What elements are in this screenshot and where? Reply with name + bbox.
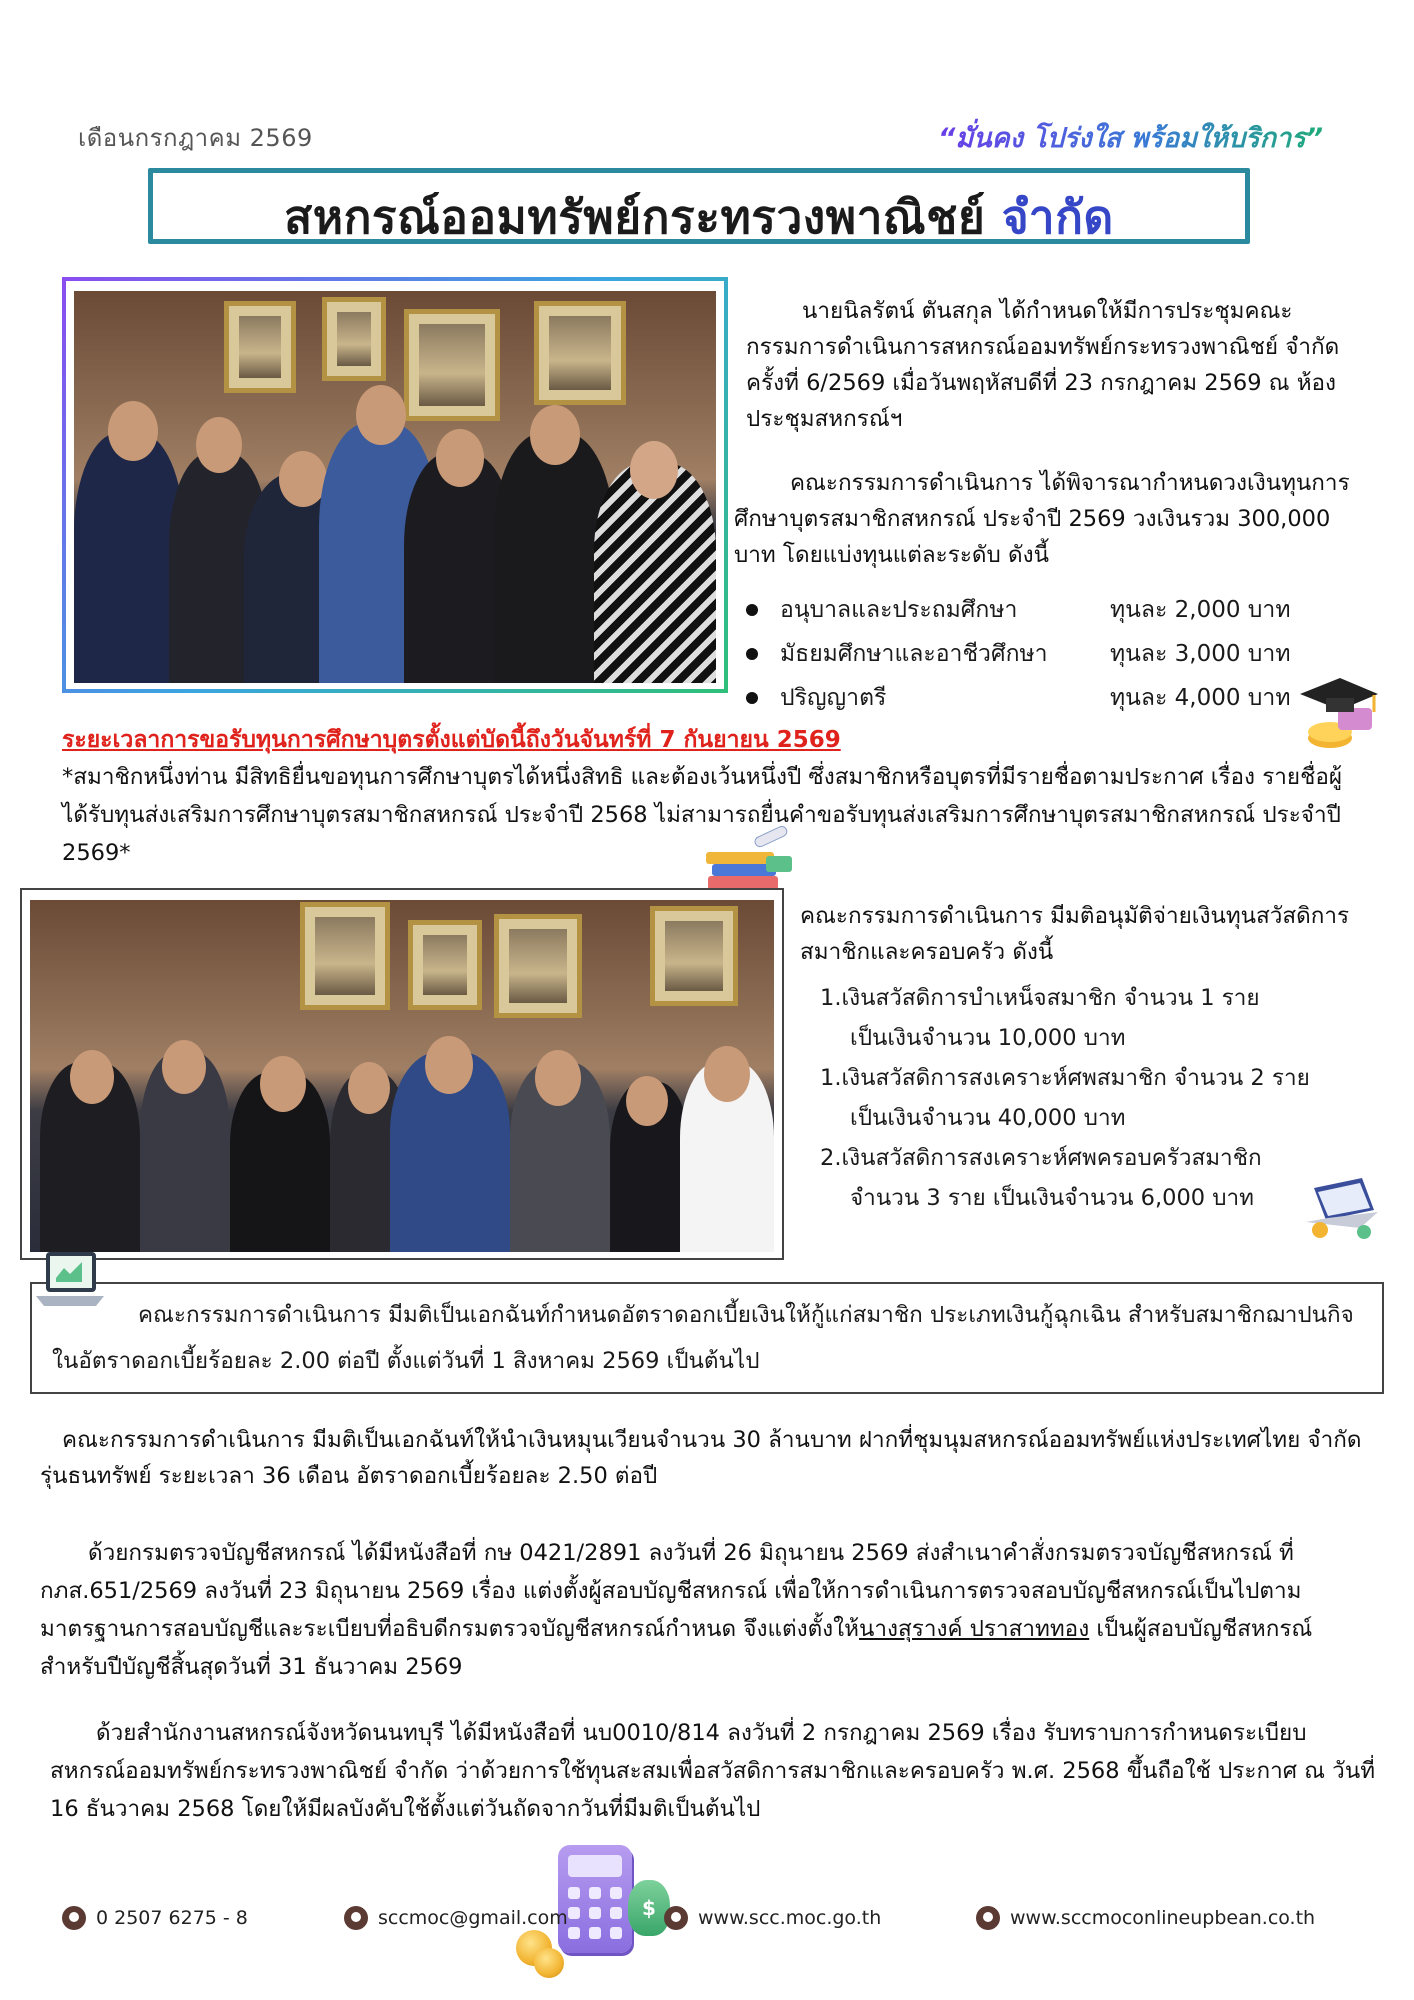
regulation-text: ด้วยสำนักงานสหกรณ์จังหวัดนนทบุรี ได้มีหนังสือที่ นบ0010/814 ลงวันที่ 2 กรกฎาคม 2569 เรื่อง รับทราบการกำหนดระเบียบสหกรณ์ออมทรัพย์กระทรวงพาณิชย์ จำกัด ว่าด้วยการใช้ทุนสะสมเพื่อสวัสดิการสมาชิกและครอบครัว พ.ศ. 2568 ขึ้นถือใช้ ประกาศ ณ วันที่ 16 ธันวาคม 2568 โดยให้มีผลบังคับใช้ตั้งแต่วันถัดจากวันที่มีมติเป็นต้นไป: [50, 1720, 1376, 1822]
welfare-list: [820, 978, 1380, 1218]
footer-online[interactable]: www.sccmoconlineupbean.co.th: [976, 1906, 1315, 1930]
meeting-photo-1: [74, 291, 716, 683]
laptop-icon: [1300, 1172, 1382, 1246]
footer-website[interactable]: www.scc.moc.go.th: [664, 1906, 881, 1930]
email-icon: [344, 1906, 368, 1930]
footer-phone: 0 2507 6275 - 8: [62, 1906, 248, 1930]
list-item: ปริญญาตรี ทุนละ 4,000 บาท: [746, 676, 1326, 720]
coin-icon: [534, 1948, 564, 1978]
scholarship-levels-list: [746, 588, 1326, 720]
bullet-icon: [746, 692, 758, 704]
welfare-approval-intro: คณะกรรมการดำเนินการ มีมติอนุมัติจ่ายเงินทุนสวัสดิการสมาชิกและครอบครัว ดังนี้: [800, 903, 1350, 965]
list-item: มัธยมศึกษาและอาชีวศึกษา ทุนละ 3,000 บาท: [746, 632, 1326, 676]
scholarship-deadline: ระยะเวลาการขอรับทุนการศึกษาบุตรตั้งแต่บัดนี้ถึงวันจันทร์ที่ 7 กันยายน 2569: [62, 727, 841, 753]
issue-month: เดือนกรกฎาคม 2569: [78, 124, 313, 152]
title-box: [148, 168, 1250, 244]
list-item: 2.เงินสวัสดิการสงเคราะห์ศพครอบครัวสมาชิก: [820, 1145, 1262, 1171]
list-item: 1.เงินสวัสดิการบำเหน็จสมาชิก จำนวน 1 ราย: [820, 985, 1260, 1011]
loan-rate-text: คณะกรรมการดำเนินการ มีมติเป็นเอกฉันท์กำหนดอัตราดอกเบี้ยเงินให้กู้แก่สมาชิก ประเภทเงินกู้ฉุกเฉิน สำหรับสมาชิกฌาปนกิจ ในอัตราดอกเบี้ยร้อยละ 2.00 ต่อปี ตั้งแต่วันที่ 1 สิงหาคม 2569 เป็นต้นไป: [52, 1302, 1354, 1374]
meeting-photo-2: [30, 900, 774, 1252]
books-icon: [700, 826, 796, 896]
list-item: อนุบาลและประถมศึกษา ทุนละ 2,000 บาท: [746, 588, 1326, 632]
bullet-icon: [746, 648, 758, 660]
auditor-appointment-text: ด้วยกรมตรวจบัญชีสหกรณ์ ได้มีหนังสือที่ กษ 0421/2891 ลงวันที่ 26 มิถุนายน 2569 ส่งสำเนาคำสั่งกรมตรวจบัญชีสหกรณ์ ที่ กภส.651/2569 ลงวันที่ 23 มิถุนายน 2569 เรื่อง แต่งตั้งผู้สอบบัญชีสหกรณ์ เพื่อให้การดำเนินการตรวจสอบบัญชีสหกรณ์เป็นไปตามมาตรฐานการสอบบัญชีและระเบียบที่อธิบดีกรมตรวจบัญชีสหกรณ์กำหนด จึงแต่งตั้งให้นางสุรางค์ ปราสาททอง เป็นผู้สอบบัญชีสหกรณ์ สำหรับปีบัญชีสิ้นสุดวันที่ 31 ธันวาคม 2569: [40, 1540, 1313, 1680]
meeting-announcement: นายนิลรัตน์ ตันสกุล ได้กำหนดให้มีการประชุมคณะกรรมการดำเนินการสหกรณ์ออมทรัพย์กระทรวงพาณิชย์ จำกัด ครั้งที่ 6/2569 เมื่อวันพฤหัสบดีที่ 23 กรกฎาคม 2569 ณ ห้องประชุมสหกรณ์ฯ: [746, 298, 1340, 432]
list-item-amount: เป็นเงินจำนวน 40,000 บาท: [850, 1105, 1126, 1131]
deposit-text: คณะกรรมการดำเนินการ มีมติเป็นเอกฉันท์ให้นำเงินหมุนเวียนจำนวน 30 ล้านบาท ฝากที่ชุมนุมสหกรณ์ออมทรัพย์แห่งประเทศไทย จำกัด รุ่นธนทรัพย์ ระยะเวลา 36 เดือน อัตราดอกเบี้ยร้อยละ 2.50 ต่อปี: [40, 1427, 1362, 1489]
calculator-icon: [558, 1845, 632, 1953]
list-item-amount: เป็นเงินจำนวน 10,000 บาท: [850, 1025, 1126, 1051]
scholarship-budget-text: คณะกรรมการดำเนินการ ได้พิจารณากำหนดวงเงินทุนการศึกษาบุตรสมาชิกสหกรณ์ ประจำปี 2569 วงเงินรวม 300,000 บาท โดยแบ่งทุนแต่ละระดับ ดังนี้: [734, 470, 1350, 568]
page-title: สหกรณ์ออมทรัพย์กระทรวงพาณิชย์ จำกัด: [284, 190, 1114, 244]
globe-icon: [664, 1906, 688, 1930]
phone-icon: [62, 1906, 86, 1930]
list-item-amount: จำนวน 3 ราย เป็นเงินจำนวน 6,000 บาท: [850, 1185, 1254, 1211]
bullet-icon: [746, 604, 758, 616]
graduation-cap-icon: [1290, 668, 1380, 758]
user-icon: [976, 1906, 1000, 1930]
auditor-name: นางสุรางค์ ปราสาททอง: [859, 1616, 1090, 1642]
footer-email[interactable]: sccmoc@gmail.com: [344, 1906, 568, 1930]
list-item: 1.เงินสวัสดิการสงเคราะห์ศพสมาชิก จำนวน 2 ราย: [820, 1065, 1310, 1091]
slogan: “มั่นคง โปร่งใส พร้อมให้บริการ”: [938, 116, 1323, 159]
scholarship-note: *สมาชิกหนึ่งท่าน มีสิทธิยื่นขอทุนการศึกษาบุตรได้หนึ่งสิทธิ และต้องเว้นหนึ่งปี ซึ่งสมาชิกหรือบุตรที่มีรายชื่อตามประกาศ เรื่อง รายชื่อผู้ได้รับทุนส่งเสริมการศึกษาบุตรสมาชิกสหกรณ์ ประจำปี 2568 ไม่สามารถยื่นคำขอรับทุนส่งเสริมการศึกษาบุตรสมาชิกสหกรณ์ ประจำปี 2569*: [62, 764, 1343, 866]
